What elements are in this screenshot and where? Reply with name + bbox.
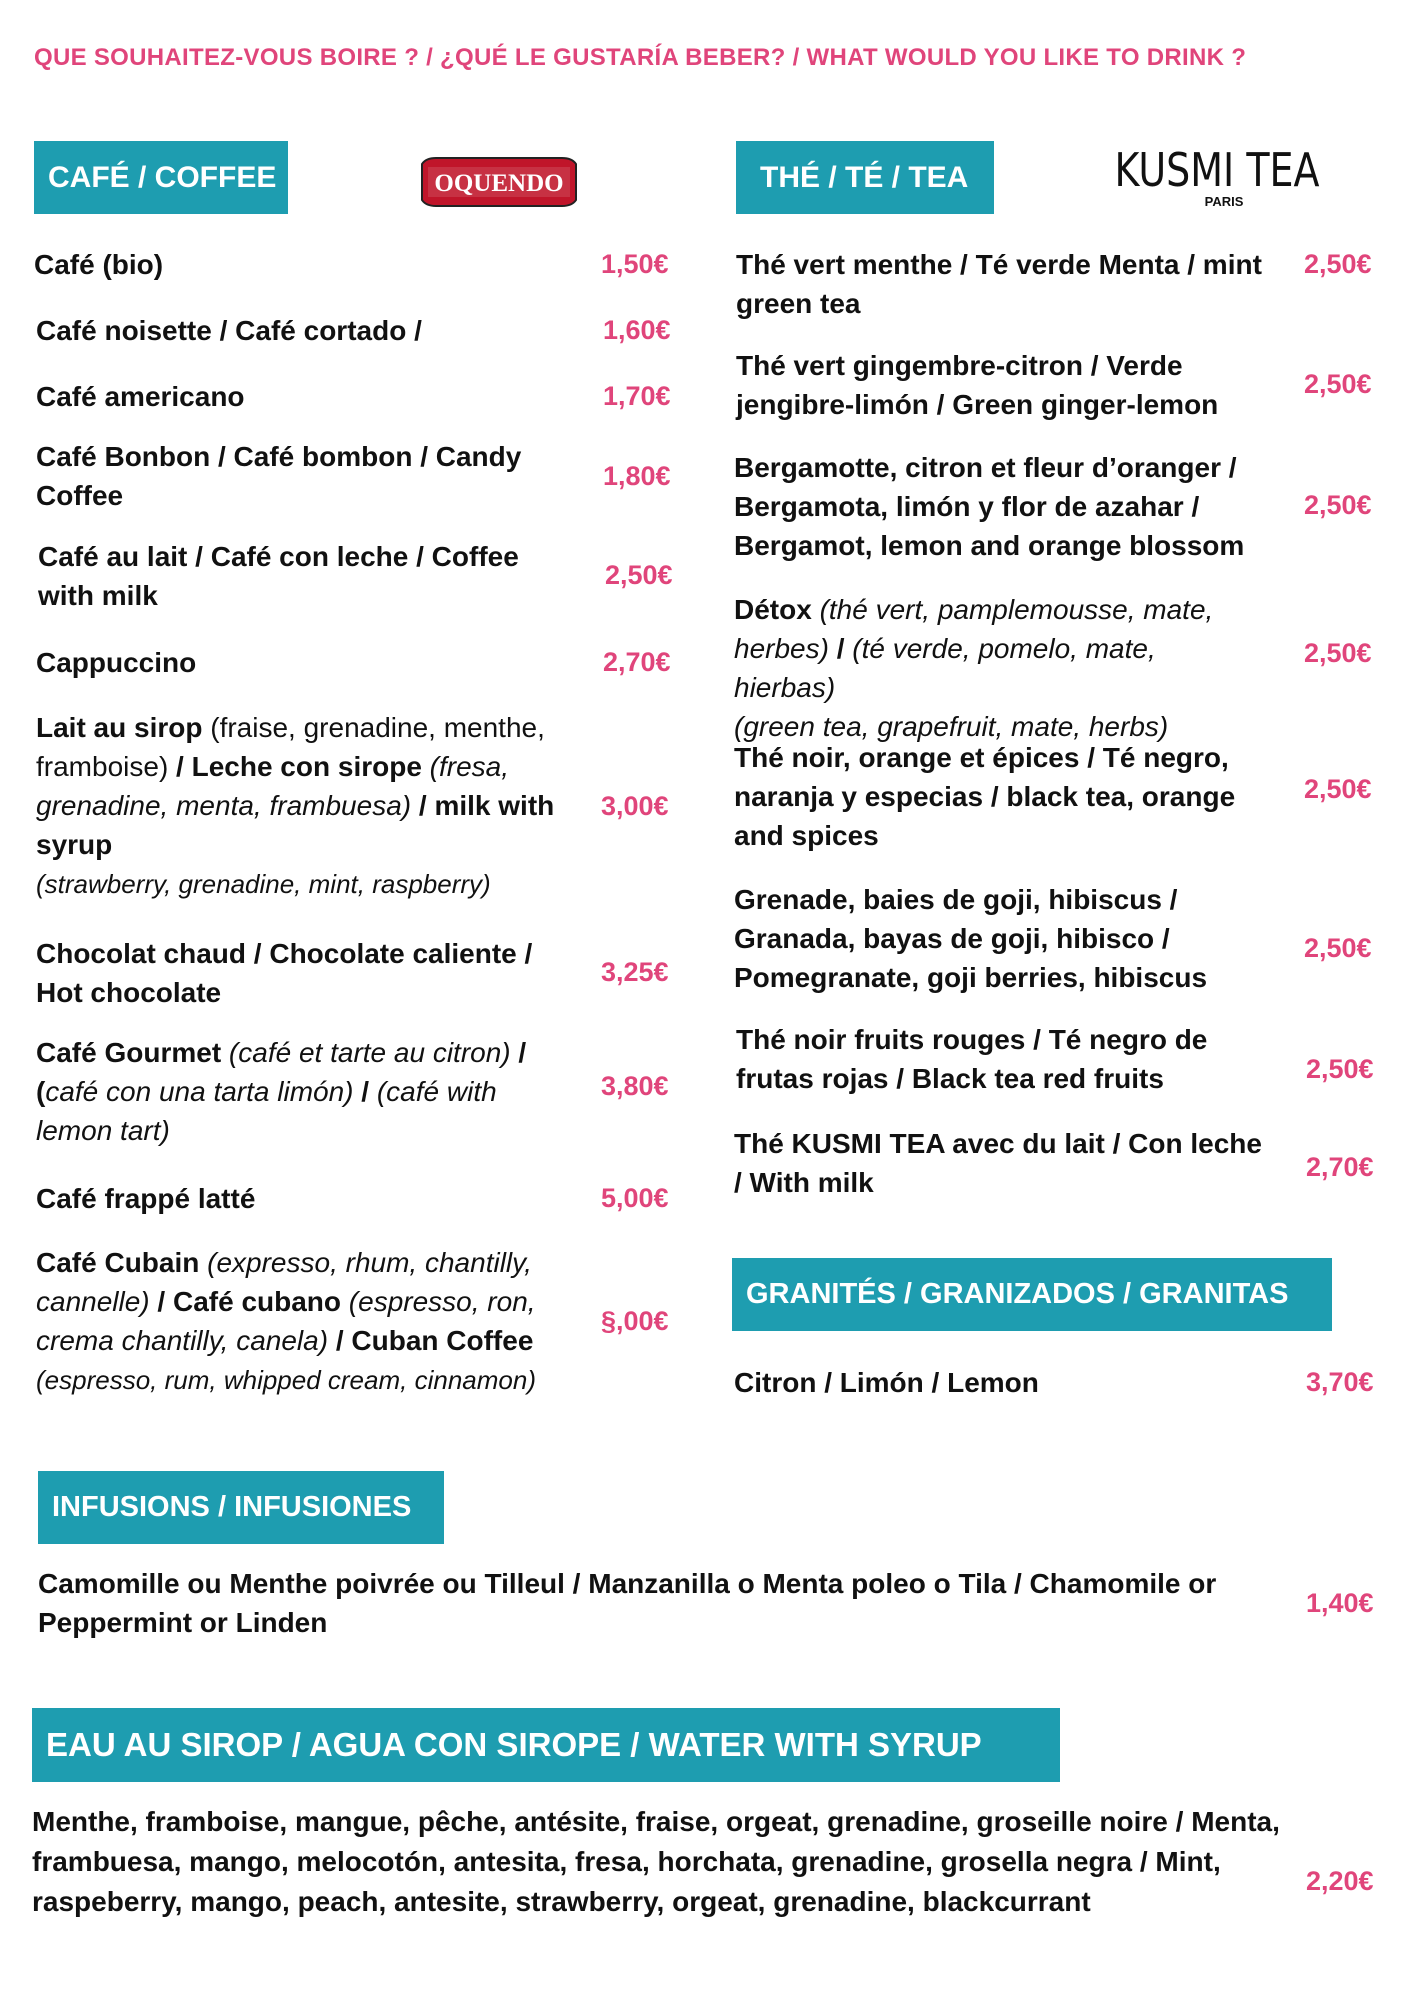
coffee-price-4: 1,80€ (603, 461, 671, 491)
syrup-water-header (32, 1708, 1060, 1782)
coffee-item-3: Café americano (36, 381, 245, 412)
tea-item-5: Thé noir, orange et épices / Té negro, naranja y especias / black tea, orange and spices (734, 742, 1236, 851)
coffee-item-2: Café noisette / Café cortado / (36, 315, 422, 346)
tea-item-6: Grenade, baies de goji, hibiscus / Granada, bayas de goji, hibisco / Pomegranate, goji berries, hibiscus (734, 884, 1208, 993)
tea-item-8: Thé KUSMI TEA avec du lait / Con leche / With milk (734, 1128, 1262, 1198)
coffee-item-7: Lait au sirop (fraise, grenadine, menthe, framboise) / Leche con sirope (fresa, grenadine, menta, frambuesa) / milk with syrup (strawberry, grenadine, mint, raspberry) (36, 712, 555, 899)
coffee-header (34, 141, 288, 214)
tea-item-2: Thé vert gingembre-citron / Verde jengibre-limón / Green ginger-lemon (736, 350, 1219, 420)
tea-item-7: Thé noir fruits rouges / Té negro de frutas rojas / Black tea red fruits (736, 1024, 1208, 1094)
granites-price-1: 3,70€ (1306, 1367, 1374, 1397)
coffee-item-4: Café Bonbon / Café bombon / Candy Coffee (36, 441, 522, 511)
coffee-price-6: 2,70€ (603, 647, 671, 677)
coffee-price-5: 2,50€ (605, 560, 673, 590)
svg-text:PARIS: PARIS (1204, 194, 1244, 209)
syrup-water-item-1: Menthe, framboise, mangue, pêche, antésite, fraise, orgeat, grenadine, groseille noire / Menta, frambuesa, mango, melocotón, antesita, fresa, horchata, grenadine, grosella negra / Mint, raspeberry, mango, peach, antesite, strawberry, orgeat, grenadine, blackcurrant (32, 1806, 1280, 1917)
coffee-item-5: Café au lait / Café con leche / Coffee with milk (38, 541, 519, 611)
syrup-water-price-1: 2,20€ (1306, 1866, 1374, 1896)
kusmi-tea-logo (1112, 144, 1322, 214)
syrup-water-header-label: EAU AU SIROP / AGUA CON SIROPE / WATER WITH SYRUP (46, 1726, 982, 1763)
coffee-price-2: 1,60€ (603, 315, 671, 345)
coffee-item-10: Café frappé latté (36, 1183, 256, 1214)
tea-header (736, 141, 994, 214)
granites-header (732, 1258, 1332, 1331)
tea-price-3: 2,50€ (1304, 490, 1372, 520)
tea-price-2: 2,50€ (1304, 369, 1372, 399)
coffee-price-7: 3,00€ (601, 791, 669, 821)
infusions-item-1: Camomille ou Menthe poivrée ou Tilleul / Manzanilla o Menta poleo o Tila / Chamomile or Peppermint or Linden (38, 1568, 1217, 1638)
coffee-price-9: 3,80€ (601, 1071, 669, 1101)
coffee-price-3: 1,70€ (603, 381, 671, 411)
coffee-item-11: Café Cubain (expresso, rhum, chantilly, cannelle) / Café cubano (espresso, ron, crema chantilly, canela) / Cuban Coffee (espresso, rum, whipped cream, cinnamon) (36, 1247, 536, 1395)
tea-item-3: Bergamotte, citron et fleur d’oranger / Bergamota, limón y flor de azahar / Bergamot, lemon and orange blossom (734, 452, 1245, 561)
svg-text:KUSMI TEA: KUSMI TEA (1114, 143, 1320, 197)
tea-price-6: 2,50€ (1304, 933, 1372, 963)
coffee-item-6: Cappuccino (36, 647, 197, 678)
granites-header-label: GRANITÉS / GRANIZADOS / GRANITAS (746, 1278, 1289, 1310)
infusions-header (38, 1471, 444, 1544)
tea-price-4: 2,50€ (1304, 638, 1372, 668)
tea-price-8: 2,70€ (1306, 1152, 1374, 1182)
coffee-item-1: Café (bio) (34, 249, 164, 280)
coffee-header-label: CAFÉ / COFFEE (48, 160, 277, 194)
coffee-item-9: Café Gourmet (café et tarte au citron) / (café con una tarta limón) / (café with lemon tart) (36, 1037, 527, 1146)
tea-header-label: THÉ / TÉ / TEA (760, 160, 969, 194)
infusions-price-1: 1,40€ (1306, 1588, 1374, 1618)
svg-text:OQUENDO: OQUENDO (434, 170, 564, 197)
coffee-price-10: 5,00€ (601, 1183, 669, 1213)
tea-item-4: Détox (thé vert, pamplemousse, mate, herbes) / (té verde, pomelo, mate, hierbas) (green tea, grapefruit, mate, herbs) (734, 594, 1214, 742)
tea-price-1: 2,50€ (1304, 249, 1372, 279)
infusions-header-label: INFUSIONS / INFUSIONES (52, 1491, 412, 1523)
tea-price-7: 2,50€ (1306, 1054, 1374, 1084)
coffee-item-8: Chocolat chaud / Chocolate caliente / Hot chocolate (36, 938, 533, 1008)
page-title: QUE SOUHAITEZ-VOUS BOIRE ? / ¿QUÉ LE GUSTARÍA BEBER? / WHAT WOULD YOU LIKE TO DRINK ? (34, 44, 1247, 71)
oquendo-logo (416, 154, 582, 210)
tea-item-1: Thé vert menthe / Té verde Menta / mint green tea (736, 249, 1262, 319)
granites-item-1: Citron / Limón / Lemon (734, 1367, 1039, 1398)
coffee-price-8: 3,25€ (601, 957, 669, 987)
tea-price-5: 2,50€ (1304, 774, 1372, 804)
coffee-price-11: §,00€ (601, 1306, 669, 1336)
coffee-price-1: 1,50€ (601, 249, 669, 279)
